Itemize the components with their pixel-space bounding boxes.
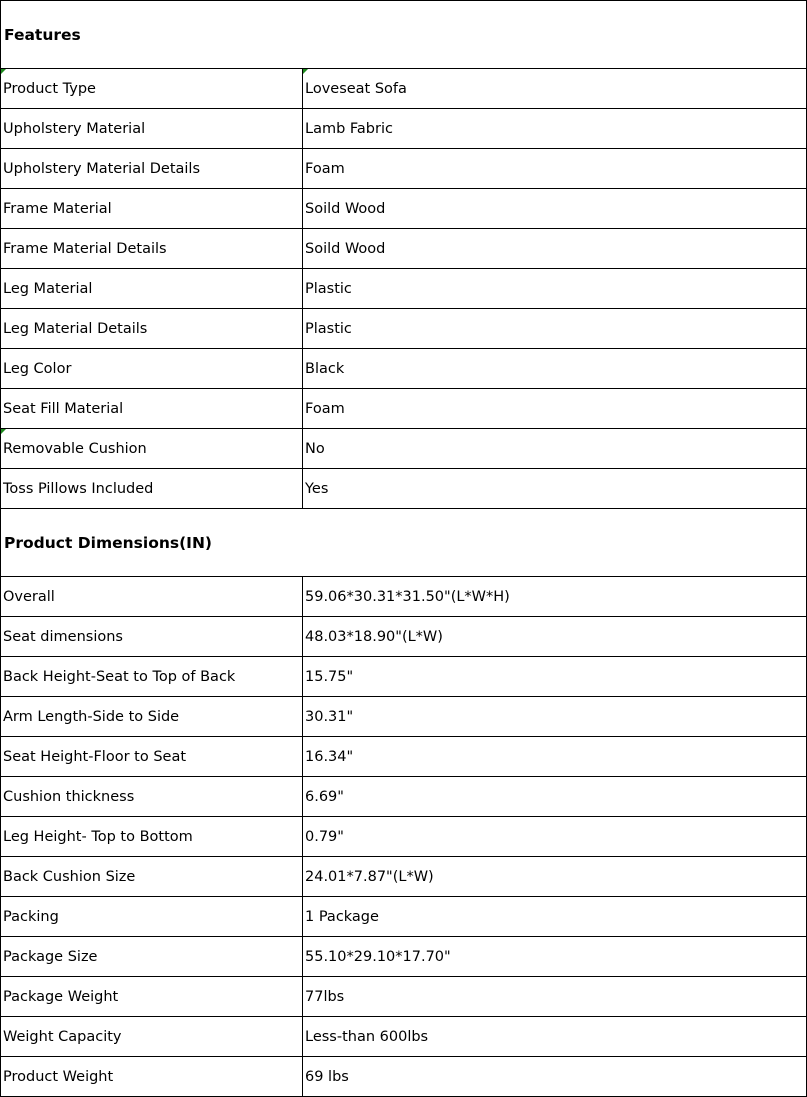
table-row [1,697,807,737]
comment-marker-icon [1,429,6,434]
row-label-text: Product Type [3,80,96,97]
row-label: Back Cushion Size [1,857,303,897]
row-label: Leg Color [1,349,303,389]
table-row [1,269,807,309]
row-value: Foam [303,389,807,429]
row-label [1,429,303,469]
table-row [1,309,807,349]
row-label: Package Weight [1,977,303,1017]
row-value-text: Loveseat Sofa [305,80,407,97]
table-row [1,897,807,937]
row-label: Upholstery Material [1,109,303,149]
row-label: Weight Capacity [1,1017,303,1057]
row-label: Seat dimensions [1,617,303,657]
row-value: Black [303,349,807,389]
row-label: Overall [1,577,303,617]
row-value: Plastic [303,309,807,349]
section-title: Product Dimensions(IN) [1,509,807,577]
table-row [1,577,807,617]
comment-marker-icon [303,69,308,74]
row-label: Frame Material [1,189,303,229]
row-label: Arm Length-Side to Side [1,697,303,737]
table-row [1,229,807,269]
row-label: Seat Height-Floor to Seat [1,737,303,777]
row-label: Leg Material [1,269,303,309]
row-label: Seat Fill Material [1,389,303,429]
row-label: Back Height-Seat to Top of Back [1,657,303,697]
row-value [303,69,807,109]
table-row [1,1017,807,1057]
row-value: 15.75" [303,657,807,697]
row-label: Frame Material Details [1,229,303,269]
row-value: 59.06*30.31*31.50"(L*W*H) [303,577,807,617]
table-row [1,817,807,857]
row-value: 6.69" [303,777,807,817]
row-label: Leg Height- Top to Bottom [1,817,303,857]
table-row [1,149,807,189]
row-value: 16.34" [303,737,807,777]
row-label: Packing [1,897,303,937]
table-row [1,109,807,149]
row-label: Toss Pillows Included [1,469,303,509]
row-label: Cushion thickness [1,777,303,817]
table-row [1,937,807,977]
row-value: 48.03*18.90"(L*W) [303,617,807,657]
table-row [1,469,807,509]
row-value: Foam [303,149,807,189]
table-row [1,389,807,429]
row-value: 77lbs [303,977,807,1017]
row-label: Upholstery Material Details [1,149,303,189]
row-label-text: Removable Cushion [3,440,147,457]
row-value: 55.10*29.10*17.70" [303,937,807,977]
row-value: Lamb Fabric [303,109,807,149]
row-value: 0.79" [303,817,807,857]
row-label: Package Size [1,937,303,977]
row-value: Soild Wood [303,229,807,269]
row-value: 30.31" [303,697,807,737]
row-value: Plastic [303,269,807,309]
row-value: 1 Package [303,897,807,937]
table-row [1,429,807,469]
section-title: Features [1,1,807,69]
table-row [1,349,807,389]
table-row [1,777,807,817]
row-value: Less-than 600lbs [303,1017,807,1057]
spec-table-body [1,1,807,1097]
section-header-dimensions [1,509,807,577]
section-header-features [1,1,807,69]
table-row [1,657,807,697]
table-row [1,977,807,1017]
row-label: Product Weight [1,1057,303,1097]
table-row [1,69,807,109]
row-label: Leg Material Details [1,309,303,349]
table-row [1,189,807,229]
table-row [1,1057,807,1097]
row-value: Yes [303,469,807,509]
row-value: Soild Wood [303,189,807,229]
table-row [1,857,807,897]
table-row [1,737,807,777]
row-value: 69 lbs [303,1057,807,1097]
comment-marker-icon [1,69,6,74]
row-value: No [303,429,807,469]
row-label [1,69,303,109]
table-row [1,617,807,657]
row-value: 24.01*7.87"(L*W) [303,857,807,897]
